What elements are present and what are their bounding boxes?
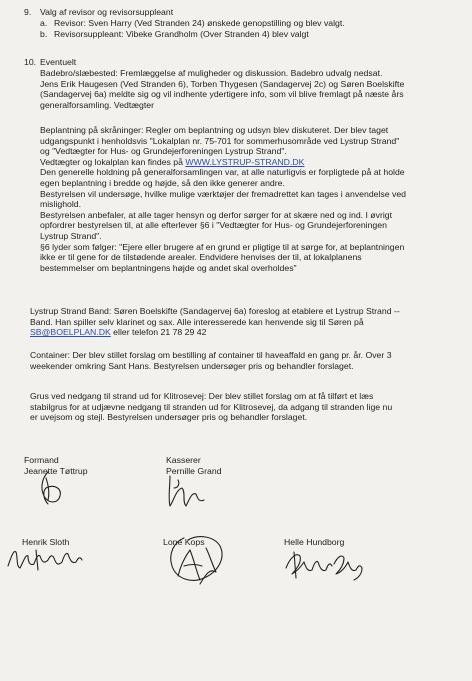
grus-line: er uvejsom og stejl. Bestyrelsen undersøger pris og behandler forslaget. [30,412,308,423]
band-paragraph [30,306,460,338]
beplantning-line: Lystrup Strand". [40,230,102,241]
beplantning-line: mislighold. [40,199,82,210]
band-phone: eller telefon 21 78 29 42 [110,327,207,338]
beplantning-line: bestemmelser om beplantningens højde og andet skal overholdes" [40,262,297,273]
formand-role: Formand [24,455,59,465]
website-link[interactable]: WWW.LYSTRUP-STRAND.DK [185,156,305,167]
badebro-line: Jens Erik Haugesen (Ved Stranden 6), Torben Thygesen (Sandagervej 2c) og Søren Boelskifte [40,78,405,89]
grus-paragraph [30,391,460,423]
beplantning-line: opfordrer bestyrelsen til, at alle efterlever §6 i "Vedtægter for Hus- og Grundejerforeningen [40,220,387,231]
beplantning-line: Bestyrelsen anbefaler, at alle tager hensyn og derfor sørger for at skære ned og ind. I øvrigt [40,209,393,220]
member-helle: Helle Hundborg [284,537,345,547]
section-10-number: 10. [24,57,37,67]
badebro-paragraph [40,68,460,110]
beplantning-line: Den generelle holdning på generalforsamlingen var, at alle naturligvis er forpligtede på at holde [40,167,405,178]
section-10-title: Eventuelt [40,57,77,67]
beplantning-line: Beplantning på skråninger: Regler om beplantning og udsyn blev diskuteret. Der blev taget [40,125,389,135]
beplantning-line: ikke er til gene for de tilstødende arealer. Endvidere henvises der til, at lokalplanens [40,252,362,263]
formand-name: Jeanette Tøttrup [24,466,88,476]
grus-line: Grus ved nedgang til strand ud for Klitrosevej: Der blev stillet forslag om at få tilført et læs [30,391,374,401]
member-lone: Lone Kops [163,537,205,547]
beplantning-line: egen beplantning i bredde og højde, så den ikke generer andre. [40,177,285,188]
beplantning-link-prefix: Vedtægter og lokalplan kan findes på [40,156,186,167]
section-9-number: 9. [24,7,32,17]
signature-henrik [6,544,86,574]
beplantning-line: Bestyrelsen vil undersøge, hvilke mulige værktøjer der fremadrettet kan tages i anvendelse ved [40,188,407,199]
section-9-item-b-marker: b. [40,29,48,39]
beplantning-line: udgangspunkt i henholdsvis "Lokalplan nr. 75-701 for sommerhusområde ved Lystrup Strand" [40,135,400,146]
signature-kasserer [164,472,214,512]
section-9-title: Valg af revisor og revisorsuppleant [40,7,174,17]
email-link[interactable]: SB@BOELPLAN.DK [30,327,111,338]
container-paragraph [30,350,460,371]
kasserer-name: Pernille Grand [166,466,222,476]
badebro-line: generalforsamling. Vedtægter [40,99,154,110]
section-9-item-a-marker: a. [40,18,48,28]
beplantning-line: og "Vedtægter for Hus- og Grundejerforeningen Lystrup Strand". [40,146,287,157]
beplantning-paragraph [40,125,460,273]
member-henrik: Henrik Sloth [22,537,70,547]
kasserer-role: Kasserer [166,455,201,465]
signature-lone [150,528,245,590]
section-9-item-b: Revisorsuppleant: Vibeke Grandholm (Over Stranden 4) blev valgt [54,29,309,39]
signature-helle [282,548,372,582]
band-line: Lystrup Strand Band: Søren Boelskifte (Sandagervej 6a) foreslog at etablere et Lystrup Strand -- [30,306,400,316]
band-line: Band. Han spiller selv klarinet og sax. Alle interesserede kan henvende sig til Søren på [30,316,364,327]
badebro-line: (Sandagervej 6a) meldte sig og vil indhente ydertigere info, som vil blive fremlagt på næste års [40,89,404,100]
container-line: Container: Der blev stillet forslag om bestilling af container til haveaffald en gang pr. år. Over 3 [30,350,392,360]
container-line: weekender omkring Sant Hans. Bestyrelsen undersøger pris og behandler forslaget. [30,360,354,371]
grus-line: stabilgrus for at udjævne nedgang til stranden ud for Klitrosevej, da adgang til stranden lige nu [30,401,393,412]
badebro-line: Badebro/slæbested: Fremlæggelse af muligheder og diskussion. Badebro udvalg nedsat. [40,68,383,78]
beplantning-link-line [40,157,460,168]
signature-formand [34,470,74,515]
section-9-item-a: Revisor: Sven Harry (Ved Stranden 24) ønskede genopstilling og blev valgt. [54,18,345,28]
band-contact-line [30,327,460,338]
beplantning-line: §6 lyder som følger: "Ejere eller brugere af en grund er pligtige til at sørge for, at beplantningen [40,241,405,252]
